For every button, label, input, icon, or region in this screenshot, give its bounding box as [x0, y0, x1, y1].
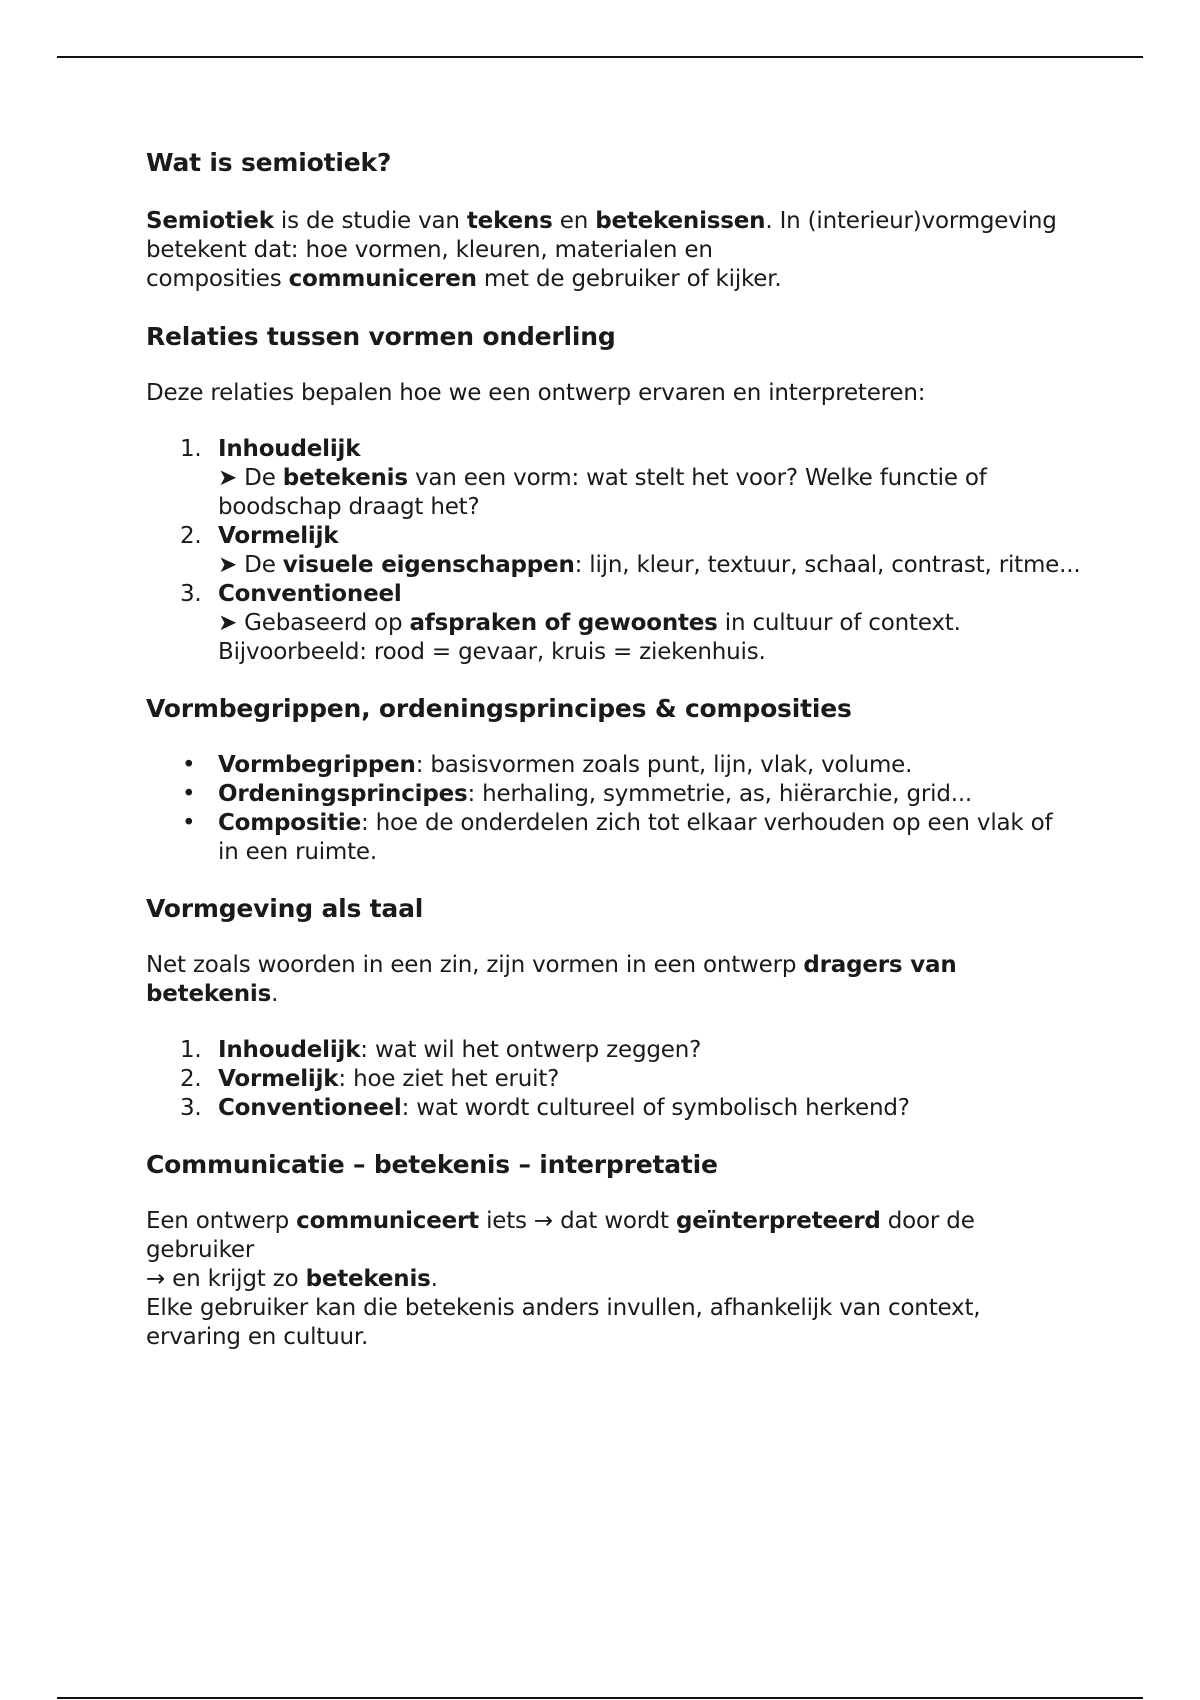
- paragraph-communicatie: [146, 1207, 1086, 1352]
- bullet-icon: •: [182, 781, 196, 807]
- text: composities: [146, 266, 289, 292]
- term-semiotiek: Semiotiek: [146, 208, 274, 234]
- heading-vormbegrippen: Vormbegrippen, ordeningsprincipes & composities: [146, 694, 852, 723]
- term: Vormelijk: [218, 1066, 339, 1092]
- text: .: [271, 981, 279, 1007]
- term: dragers van betekenis: [146, 952, 957, 1007]
- bullet-icon: •: [182, 752, 196, 778]
- term: Inhoudelijk: [218, 1037, 361, 1063]
- term-betekenissen: betekenissen: [595, 208, 766, 234]
- term: afspraken of gewoontes: [409, 610, 718, 636]
- term: visuele eigenschappen: [282, 552, 575, 578]
- paragraph-semiotiek: [146, 207, 1086, 294]
- text: in cultuur of context.: [717, 610, 961, 636]
- text: : basisvormen zoals punt, lijn, vlak, volume.: [415, 752, 913, 778]
- text: ➤ De: [218, 552, 283, 578]
- numbered-list-relaties: [146, 435, 1086, 667]
- text: is de studie van: [273, 208, 467, 234]
- term: betekenis: [305, 1266, 431, 1292]
- list-number: 1.: [180, 436, 202, 462]
- text: Net zoals woorden in een zin, zijn vormen in een ontwerp: [146, 952, 804, 978]
- text: Een ontwerp: [146, 1208, 297, 1234]
- list-item: [146, 780, 1086, 809]
- text: ervaring en cultuur.: [146, 1324, 369, 1350]
- list-item: [146, 1094, 1086, 1123]
- paragraph-relaties-intro: Deze relaties bepalen hoe we een ontwerp ervaren en interpreteren:: [146, 380, 926, 406]
- bottom-rule: [57, 1697, 1143, 1699]
- list-item: [146, 522, 1086, 580]
- term: Vormbegrippen: [218, 752, 416, 778]
- text: : herhaling, symmetrie, as, hiërarchie, grid...: [467, 781, 973, 807]
- list-item: [146, 751, 1086, 780]
- text: Bijvoorbeeld: rood = gevaar, kruis = ziekenhuis.: [218, 639, 766, 665]
- paragraph-vormgeving-taal: [146, 951, 1086, 1009]
- list-item: [146, 1065, 1086, 1094]
- text: in een ruimte.: [218, 839, 377, 865]
- text: Elke gebruiker kan die betekenis anders invullen, afhankelijk van context,: [146, 1295, 981, 1321]
- term: Compositie: [218, 810, 361, 836]
- heading-vormgeving-taal: Vormgeving als taal: [146, 894, 424, 923]
- text: : hoe ziet het eruit?: [338, 1066, 560, 1092]
- top-rule: [57, 56, 1143, 58]
- term: betekenis: [282, 465, 408, 491]
- list-item-heading: Conventioneel: [218, 581, 402, 607]
- heading-semiotiek: Wat is semiotiek?: [146, 148, 392, 177]
- text: .: [430, 1266, 438, 1292]
- text: en: [552, 208, 596, 234]
- text: : hoe de onderdelen zich tot elkaar verhouden op een vlak of: [360, 810, 1053, 836]
- list-item: [146, 809, 1086, 867]
- text: ➤ De: [218, 465, 283, 491]
- text: van een vorm: wat stelt het voor? Welke functie of: [407, 465, 987, 491]
- list-number: 2.: [180, 1066, 202, 1092]
- numbered-list-vormgeving: [146, 1036, 1086, 1123]
- list-number: 1.: [180, 1037, 202, 1063]
- bullet-icon: •: [182, 810, 196, 836]
- term: communiceert: [296, 1208, 479, 1234]
- text: : wat wordt cultureel of symbolisch herkend?: [401, 1095, 910, 1121]
- list-item: [146, 1036, 1086, 1065]
- list-number: 2.: [180, 523, 202, 549]
- heading-communicatie: Communicatie – betekenis – interpretatie: [146, 1150, 718, 1179]
- term: geïnterpreteerd: [676, 1208, 881, 1234]
- list-number: 3.: [180, 581, 202, 607]
- text: door de gebruiker: [146, 1208, 975, 1263]
- text: betekent dat: hoe vormen, kleuren, materialen en: [146, 237, 713, 263]
- text: met de gebruiker of kijker.: [476, 266, 782, 292]
- list-item-heading: Inhoudelijk: [218, 436, 361, 462]
- document-body: [146, 148, 1086, 1352]
- text: iets → dat wordt: [478, 1208, 676, 1234]
- list-number: 3.: [180, 1095, 202, 1121]
- bullet-list-vormbegrippen: [146, 751, 1086, 867]
- list-item-heading: Vormelijk: [218, 523, 339, 549]
- list-item: [146, 580, 1086, 667]
- list-item: [146, 435, 1086, 522]
- term: Conventioneel: [218, 1095, 402, 1121]
- term: Ordeningsprincipes: [218, 781, 468, 807]
- text: → en krijgt zo: [146, 1266, 306, 1292]
- text: . In (interieur)vormgeving: [765, 208, 1057, 234]
- term-communiceren: communiceren: [288, 266, 477, 292]
- text: : wat wil het ontwerp zeggen?: [360, 1037, 702, 1063]
- heading-relaties: Relaties tussen vormen onderling: [146, 322, 616, 351]
- term-tekens: tekens: [466, 208, 553, 234]
- text: : lijn, kleur, textuur, schaal, contrast, ritme...: [574, 552, 1081, 578]
- text: boodschap draagt het?: [218, 494, 480, 520]
- text: ➤ Gebaseerd op: [218, 610, 410, 636]
